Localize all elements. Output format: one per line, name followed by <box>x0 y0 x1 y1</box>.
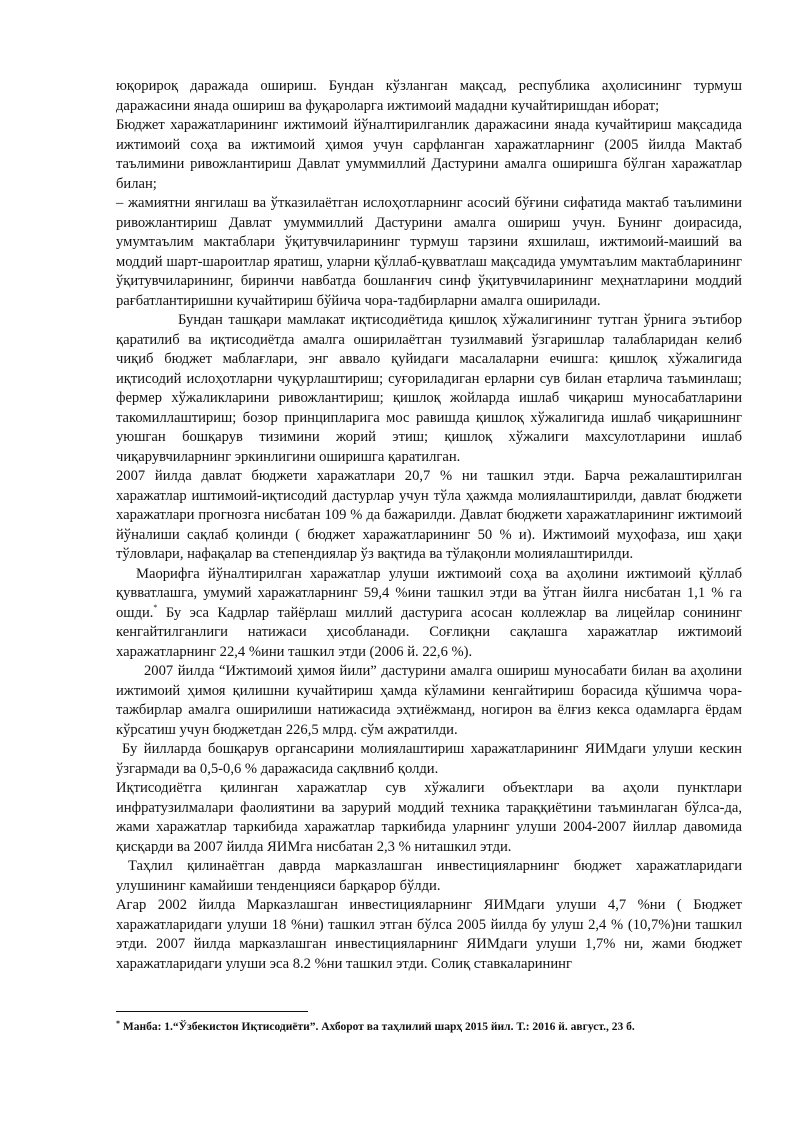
paragraph: 2007 йилда “Ижтимоий ҳимоя йили” дастурини амалга ошириш муносабати билан ва аҳолини ижтимоий ҳимоя қилишни кучайтириш ҳамда кўламини кенгайтириш борасида қўшимча чора-тажбирлар амалга оширилиши натижасида эҳтиёжманд, ногирон ва ёлғиз кекса одамларга ёрдам кўрсатиш учун бюджетдан 226,5 млрд. сўм ажратилди. <box>116 663 742 738</box>
paragraph-text: Бу эса Кадрлар тайёрлаш миллий дастурига асосан коллежлар ва лицейлар сонининг кенгайтилганлиги натижаси ҳисобланади. Соғлиқни сақлашга харажатлар ижтимоий харажатларнинг 22,4 %ини ташкил этди (2006 й. 22,6 %). <box>116 604 742 660</box>
footnote <box>116 1020 742 1035</box>
paragraph: Бундан ташқари мамлакат иқтисодиётида қишлоқ хўжалигининг тутган ўрнига эътибор қаратилиб ва иқтисодиётда амалга оширилаётган тузилмавий ўзгаришлар талабларидан келиб чиқиб бюджет маблағлари, энг аввало қуйидаги масалаларни ечишга: қишлоқ хўжалигида иқтисодий ислоҳотларни чуқурлаштириш; суғориладиган ерларни сув билан етарлича таъминлаш; фермер хўжаликларини ривожлантириш; қишлоқ жойларда ишлаб чиқариш муносабатларини такомиллаштириш; бозор принципларига мос равишда қишлоқ хўжалигида ишлаб чиқаришнинг уюшган бошқарув тизимини жорий этиш; қишлоқ хўжалиги махсулотларини ишлаб чиқарувчиларнинг эркинлигини оширишга қаратилган. <box>116 312 742 465</box>
paragraph: Бюджет харажатларининг ижтимоий йўналтирилганлик даражасини янада кучайтириш мақсадида ижтимоий соҳа ва ижтимоий ҳимоя учун сарфланган харажатларнинг (2005 йилда Мактаб таълимини ривожлантириш Давлат умуммиллий Дастурини амалга оширишга бўлган харажатлар билан; <box>116 117 742 192</box>
paragraph <box>116 565 742 663</box>
footnote-reference: * <box>153 602 158 612</box>
body-text <box>116 77 742 974</box>
footnote-text: Манба: 1.“Ўзбекистон Иқтисодиёти”. Ахборот ва таҳлилий шарҳ 2015 йил. Т.: 2016 й. август., 23 б. <box>122 1021 635 1033</box>
paragraph: юқорироқ даражада ошириш. Бундан кўзланган мақсад, республика аҳолисининг турмуш даражасини янада ошириш ва фуқароларга ижтимоий мададни кучайтиришдан иборат; <box>116 78 742 114</box>
footnote-marker: * <box>116 1019 120 1028</box>
paragraph: 2007 йилда давлат бюджети харажатлари 20,7 % ни ташкил этди. Барча режалаштирилган харажатлар иштимоий-иқтисодий дастурлар учун тўла ҳажмда молиялаштирилди, давлат бюджети харажатлари прогнозга нисбатан 109 % да бажарилди. Давлат бюджети харажатларининг ижтимоий йўналиши сақлаб қолинди ( бюджет харажатларининг 50 % и). Ижтимоий муҳофаза, иш ҳақи тўловлари, нафақалар ва степендиялар ўз вақтида ва тўлақонли молиялаштирилди. <box>116 468 742 562</box>
paragraph: Иқтисодиётга қилинган харажатлар сув хўжалиги объектлари ва аҳоли пунктлари инфратузилмалари фаолиятини ва зарурий моддий техника тараққиётини таъминлаган бўлса-да, жами харажатлар таркибида харажатлар таркибида уларнинг улуши 2004-2007 йиллар давомида қисқарди ва 2007 йилда ЯИМга нисбатан 2,3 % ниташкил этди. <box>116 780 742 855</box>
paragraph: Бу йилларда бошқарув органсарини молиялаштириш харажатларининг ЯИМдаги улуши кескин ўзгармади ва 0,5-0,6 % даражасида сақлвниб қолди. <box>116 741 742 777</box>
footnote-divider <box>116 1011 308 1012</box>
paragraph: Таҳлил қилинаётган даврда марказлашган инвестицияларнинг бюджет харажатларидаги улушининг камайиши тенденцияси барқарор бўлди. <box>116 858 742 894</box>
paragraph: – жамиятни янгилаш ва ўтказилаётган ислоҳотларнинг асосий бўғини сифатида мактаб таълимини ривожлантириш Давлат умуммиллий Дастурини амалга ошириш учун. Бунинг доирасида, умумтаълим мактаблари ўқитувчиларининг турмуш тарзини яхшилаш, ижтимоий-маиший ва моддий шарт-шароитлар яратиш, уларни қўллаб-қувватлаш мақсадида умумтаълим мактабларининг ўқитувчиларининг, биринчи навбатда бошланғич синф ўқитувчиларининг меҳнатларини моддий рағбатлантиришни кучайтириш бўйича чора-тадбирларни амалга оширилади. <box>116 195 742 309</box>
paragraph-text: Маорифга йўналтирилган харажатлар улуши ижтимоий соҳа ва аҳолини ижтимоий қўллаб қувватлашга, умумий харажатларнинг 59,4 %ини ташкил этди ва ўтган йилга нисбатан 1,1 % га ошди. <box>116 565 742 621</box>
paragraph: Агар 2002 йилда Марказлашган инвестицияларнинг ЯИМдаги улуши 4,7 %ни ( Бюджет харажатларидаги улуши 18 %ни) ташкил этган бўлса 2005 йилда бу улуш 2,4 % (10,7%)ни ташкил этди. 2007 йилда марказлашган инвестицияларнинг ЯИМдаги улуши 1,7% ни, жами бюджет харажатларидаги улуши эса 8.2 %ни ташкил этди. Солиқ ставкаларининг <box>116 897 742 972</box>
